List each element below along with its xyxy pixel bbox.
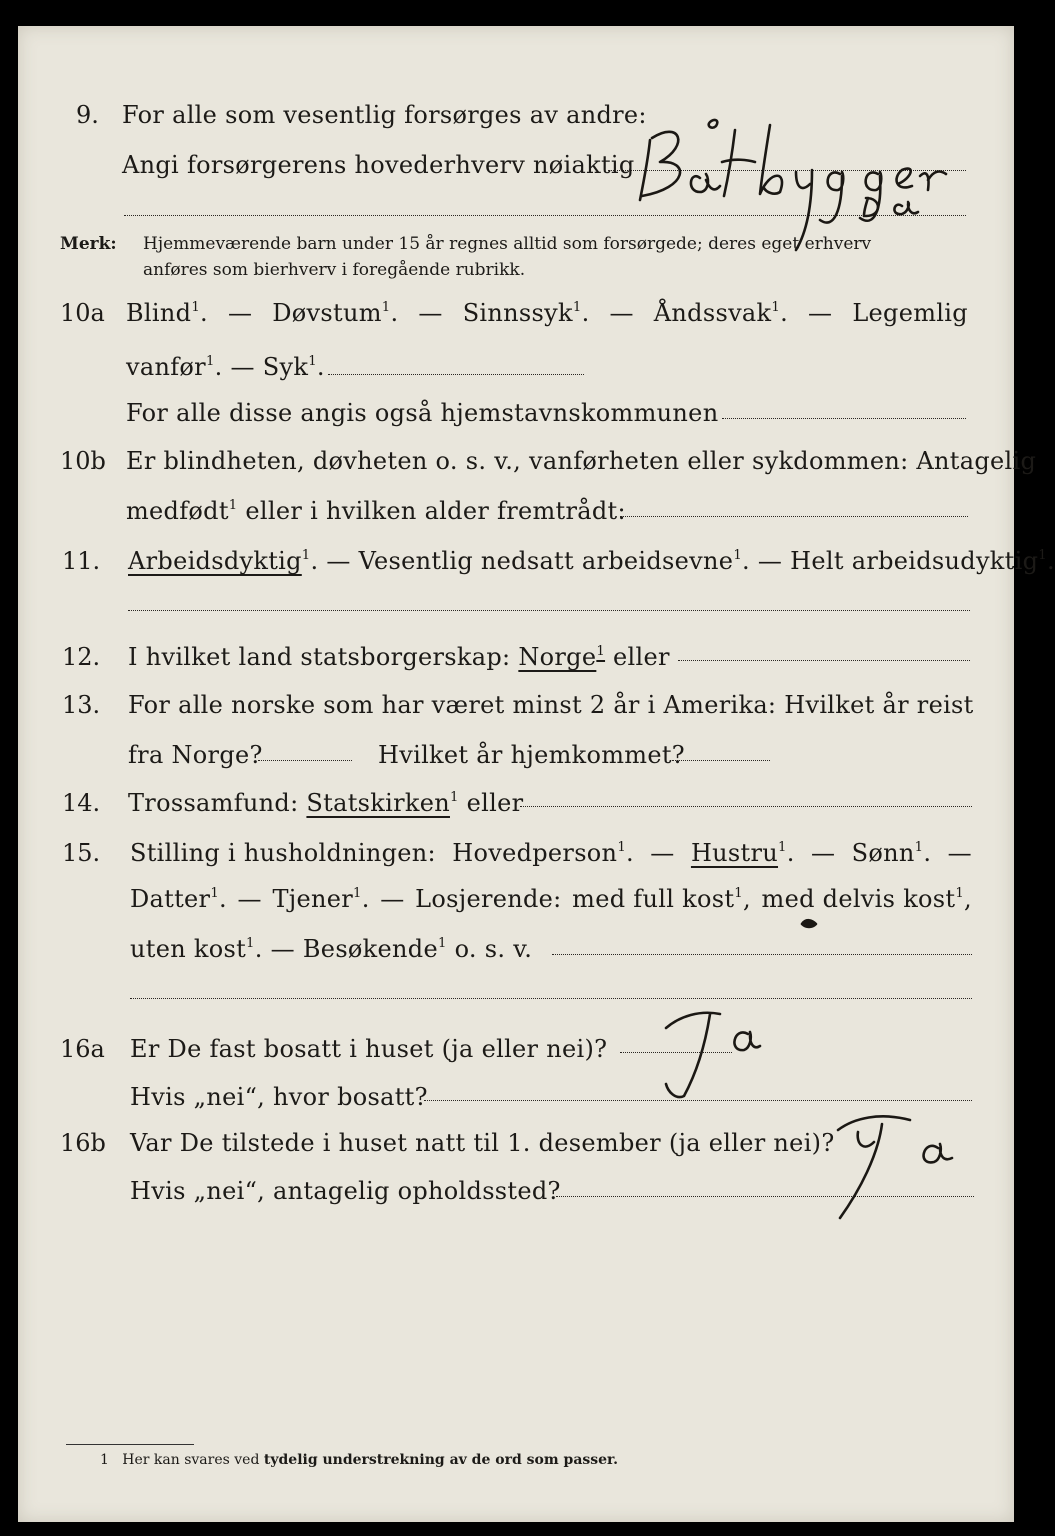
q16a-handwritten-answer [640, 1000, 770, 1110]
q15-datter: Datter [130, 885, 211, 913]
q14-line1: Trossamfund: Statskirken$^1$ eller [128, 789, 524, 817]
q13-fra-norge: fra Norge? [128, 741, 263, 769]
q10b-number: 10b [60, 447, 106, 475]
merk-label: Merk: [60, 234, 117, 254]
q14-statskirken: Statskirken [306, 789, 450, 817]
footnote-rule [66, 1444, 194, 1445]
q15-line1: Stilling i husholdningen: Hovedperson$^1$. — Hustru$^1$. — Sønn$^1$. — [130, 839, 972, 867]
q14-answer-line [520, 806, 972, 807]
q10a-andssvak: Åndssvak [653, 299, 772, 327]
merk-line2: anføres som bierhverv i foregående rubrikk. [143, 260, 526, 280]
q15-line2: Datter$^1$. — Tjener$^1$. — Losjerende: med full kost$^1$, med delvis kost$^1$, [130, 885, 972, 913]
q15-hovedperson: Hovedperson [452, 839, 618, 867]
q15-besokende: Besøkende [302, 935, 438, 963]
q15-med-delvis-kost: med delvis kost [761, 885, 956, 913]
footnote-mark: 1 [100, 1452, 109, 1468]
footnote-text: Her kan svares ved [122, 1452, 260, 1468]
q15-line3: uten kost$^1$. — Besøkende$^1$ o. s. v. [130, 935, 533, 963]
q15-sonn: Sønn [851, 839, 915, 867]
q10a-line1: Blind$^1$. — Døvstum$^1$. — Sinnssyk$^1$. — Åndssvak$^1$. — Legemlig [126, 299, 968, 327]
q13-hjemkommet: Hvilket år hjemkommet? [378, 741, 685, 769]
q10a-vanfor: vanfør [126, 353, 206, 381]
q11-arbeidsdyktig: Arbeidsdyktig [128, 547, 302, 575]
q10a-sinnssyk: Sinnssyk [462, 299, 573, 327]
q10a-blind: Blind [126, 299, 192, 327]
q13-line1: For alle norske som har været minst 2 år i Amerika: Hvilket år reist [128, 691, 974, 719]
q15-separator-line [130, 998, 972, 999]
q13-hjem-fill [672, 760, 770, 761]
footnote-bold-text: tydelig understrekning av de ord som passer. [263, 1452, 619, 1468]
q16b-handwritten-answer [820, 1100, 960, 1230]
q11-vesentlig: Vesentlig nedsatt arbeidsevne [358, 547, 734, 575]
q15-uten-kost: uten kost [130, 935, 247, 963]
q10a-line2: vanfør$^1$. — Syk$^1$. [126, 353, 325, 381]
q10a-line3-fill [722, 418, 966, 419]
q11-number: 11. [62, 547, 101, 575]
q11-separator-line [128, 610, 970, 611]
q16b-line2: Hvis „nei“, antagelig opholdssted? [130, 1177, 561, 1205]
q10a-number: 10a [60, 299, 105, 327]
merk-line1: Hjemmeværende barn under 15 år regnes alltid som forsørgede; deres eget erhverv [143, 234, 872, 254]
q15-number: 15. [62, 839, 101, 867]
q9-line1: For alle som vesentlig forsørges av andre: [122, 101, 647, 129]
q15-losjerende: Losjerende: [415, 885, 562, 913]
q10a-legemlig: Legemlig [852, 299, 968, 327]
q16a-line1: Er De fast bosatt i huset (ja eller nei)? [130, 1035, 608, 1063]
q10b-line1: Er blindheten, døvheten o. s. v., vanførheten eller sykdommen: Antagelig [126, 447, 1037, 475]
q16b-number: 16b [60, 1129, 106, 1157]
q16b-line1: Var De tilstede i huset natt til 1. desember (ja eller nei)? [130, 1129, 835, 1157]
q12-norge: Norge [518, 643, 597, 671]
q10a-line3: For alle disse angis også hjemstavnskommunen [126, 399, 719, 427]
q9-line2: Angi forsørgerens hovederhverv nøiaktig [122, 151, 635, 179]
q12-line1: I hvilket land statsborgerskap: Norge$^1$ eller [128, 643, 670, 671]
q10b-answer-line [620, 516, 968, 517]
q15-tjener: Tjener [272, 885, 354, 913]
q15-med-full-kost: med full kost [572, 885, 735, 913]
q10a-syk: Syk [262, 353, 309, 381]
q10a-line2-fill [328, 374, 584, 375]
q9-handwritten-answer [620, 100, 960, 220]
q9-number: 9. [76, 101, 99, 129]
q13-fra-fill [258, 760, 352, 761]
ink-blot-mark [798, 916, 822, 930]
q12-number: 12. [62, 643, 101, 671]
q16a-number: 16a [60, 1035, 105, 1063]
q11-helt: Helt arbeidsudyktig [790, 547, 1039, 575]
q16a-line2: Hvis „nei“, hvor bosatt? [130, 1083, 428, 1111]
q14-number: 14. [62, 789, 101, 817]
q13-number: 13. [62, 691, 101, 719]
q10a-dovstum: Døvstum [272, 299, 382, 327]
q15-hustru: Hustru [690, 839, 779, 867]
q10b-medfodt: medfødt [126, 497, 229, 525]
q10b-line2: medfødt$^1$ eller i hvilken alder fremtrådt: [126, 497, 626, 525]
q12-answer-line [678, 660, 970, 661]
q11-line1: Arbeidsdyktig$^1$. — Vesentlig nedsatt arbeidsevne$^1$. — Helt arbeidsudyktig$^1$. [128, 547, 1055, 575]
footnote [100, 1451, 618, 1469]
q15-answer-line [552, 954, 972, 955]
